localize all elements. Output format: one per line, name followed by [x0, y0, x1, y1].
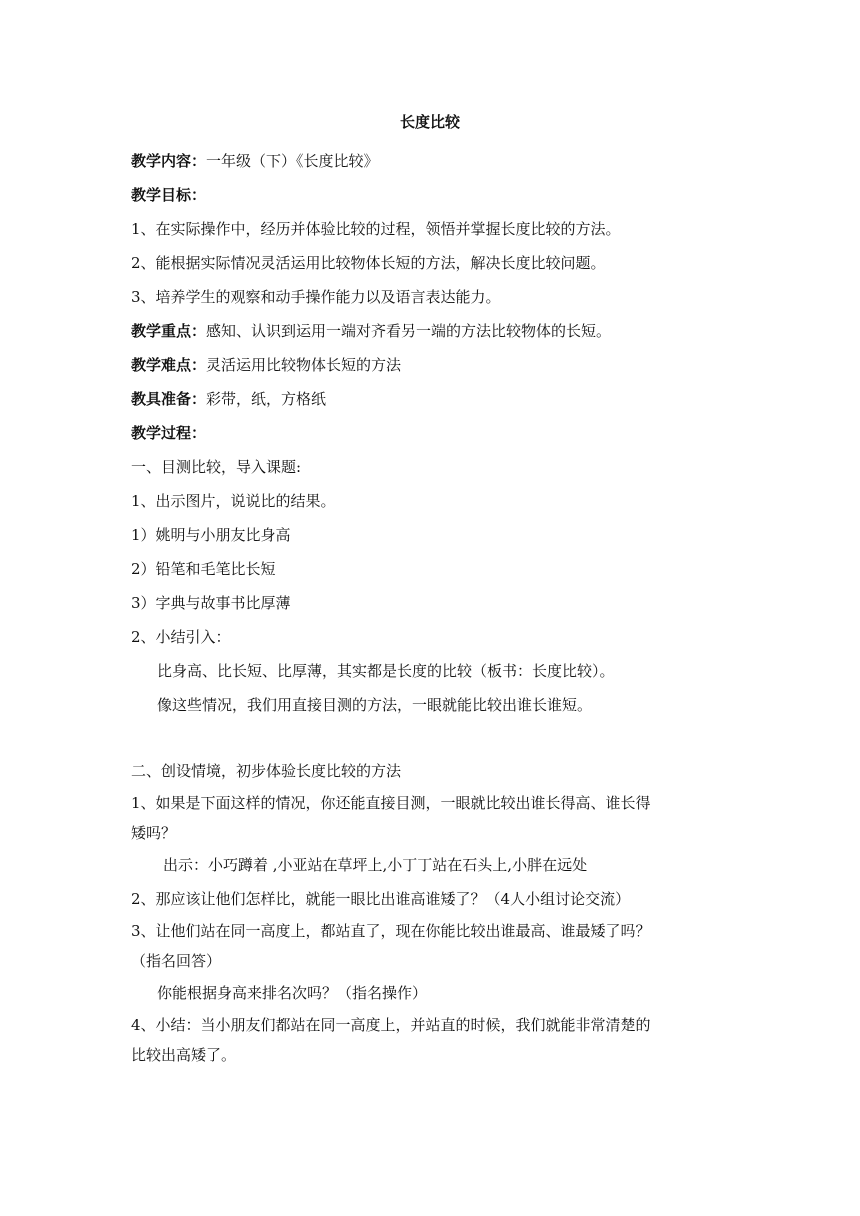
process-label-line [131, 416, 741, 450]
tools-value: 彩带，纸，方格纸 [206, 390, 327, 408]
section2-question: 3、让他们站在同一高度上，都站直了，现在你能比较出谁最高、谁最矮了吗？ [131, 922, 651, 940]
teaching-goals-label-line [131, 178, 741, 212]
goal-item: 3、培养学生的观察和动手操作能力以及语言表达能力。 [131, 288, 501, 306]
difficulty-label: 教学难点： [131, 356, 207, 374]
document-body [131, 144, 741, 1070]
section1-line: 2、小结引入： [131, 628, 231, 646]
section2-question: 1、如果是下面这样的情况，你还能直接目测，一眼就比较出谁长得高、谁长得 [131, 794, 651, 812]
teaching-content-value: 一年级（下）《长度比较》 [206, 152, 379, 170]
section2-question-continued: （指名回答） [131, 952, 222, 970]
key-point-label: 教学重点： [131, 322, 207, 340]
goal-item: 2、能根据实际情况灵活运用比较物体长短的方法，解决长度比较问题。 [131, 254, 606, 272]
teaching-content-line [131, 144, 741, 178]
difficulty-line [131, 348, 741, 382]
process-label: 教学过程： [131, 424, 207, 442]
section1-heading: 一、目测比较，导入课题: [131, 458, 302, 476]
section2-question-continued: 矮吗？ [131, 824, 177, 842]
key-point-line [131, 314, 741, 348]
goal-item: 1、在实际操作中，经历并体验比较的过程，领悟并掌握长度比较的方法。 [131, 220, 621, 238]
tools-line [131, 382, 741, 416]
teaching-content-label: 教学内容： [131, 152, 207, 170]
blank-spacer [131, 722, 741, 754]
key-point-value: 感知、认识到运用一端对齐看另一端的方法比较物体的长短。 [206, 322, 612, 340]
section1-indented-line: 比身高、比长短、比厚薄，其实都是长度的比较（板书：长度比较）。 [157, 662, 615, 680]
section1-line: 1、出示图片，说说比的结果。 [131, 492, 336, 510]
tools-label: 教具准备： [131, 390, 207, 408]
section1-indented-line: 像这些情况，我们用直接目测的方法，一眼就能比较出谁长谁短。 [157, 696, 593, 714]
teaching-goals-label: 教学目标： [131, 186, 207, 204]
section2-sub-question: 你能根据身高来排名次吗？（指名操作） [157, 984, 428, 1002]
section2-summary-continued: 比较出高矮了。 [131, 1046, 237, 1064]
section2-summary: 4、小结：当小朋友们都站在同一高度上，并站直的时候，我们就能非常清楚的 [131, 1016, 651, 1034]
section2-question: 2、那应该让他们怎样比，就能一眼比出谁高谁矮了？（4人小组讨论交流） [131, 890, 631, 908]
section2-heading: 二、创设情境，初步体验长度比较的方法 [131, 762, 402, 780]
document-title: 长度比较 [399, 113, 460, 131]
section2-show-line: 出示：小巧蹲着 ,小亚站在草坪上,小丁丁站在石头上,小胖在远处 [163, 856, 588, 874]
section1-line: 3）字典与故事书比厚薄 [131, 594, 291, 612]
difficulty-value: 灵活运用比较物体长短的方法 [206, 356, 402, 374]
section1-line: 1）姚明与小朋友比身高 [131, 526, 291, 544]
section1-line: 2）铅笔和毛笔比长短 [131, 560, 276, 578]
